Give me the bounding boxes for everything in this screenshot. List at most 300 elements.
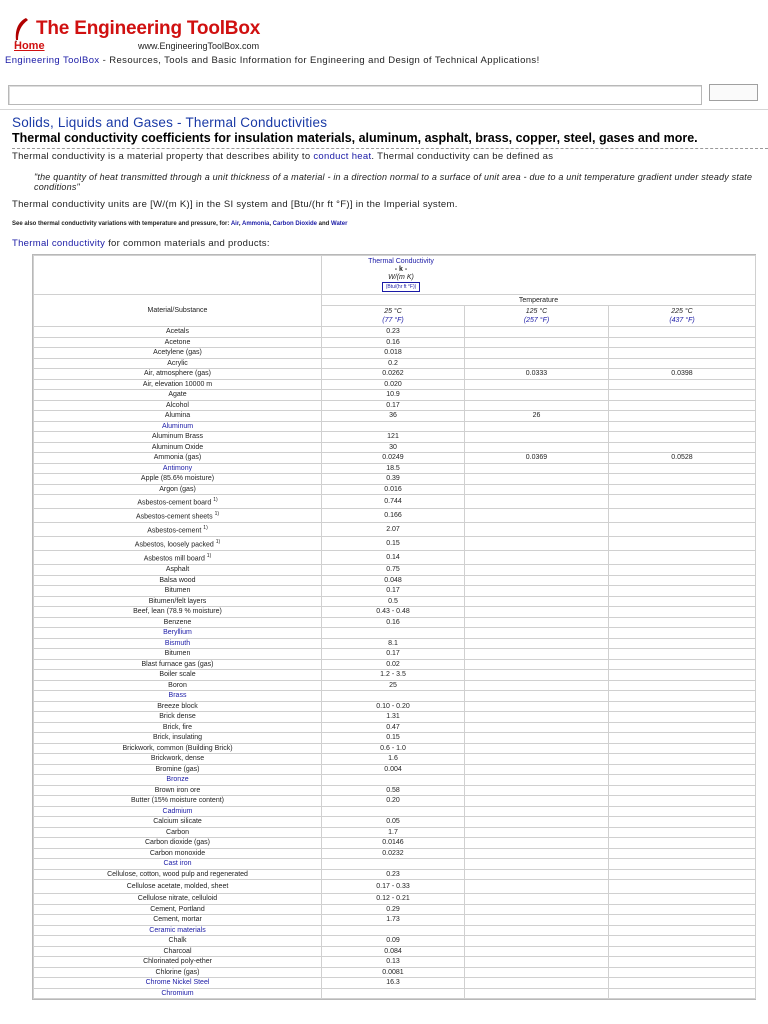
conductivity-value	[465, 957, 609, 968]
logo-url: www.EngineeringToolBox.com	[138, 41, 260, 51]
page-title: Solids, Liquids and Gases - Thermal Conductivities	[12, 115, 328, 130]
conductivity-value	[609, 915, 756, 926]
material-name	[34, 411, 322, 422]
material-link[interactable]	[34, 775, 322, 786]
material-name	[34, 509, 322, 523]
conductivity-value	[322, 988, 465, 999]
material-text: Ammonia (gas)	[153, 454, 202, 462]
table-row	[34, 848, 756, 859]
conductivity-value: 30	[322, 442, 465, 453]
conductivity-value	[465, 880, 609, 894]
table-row	[34, 978, 756, 989]
conductivity-value: 0.29	[322, 904, 465, 915]
material-name	[34, 670, 322, 681]
table-row	[34, 701, 756, 712]
conductivity-value	[609, 796, 756, 807]
material-text: Asbestos, loosely packed	[134, 541, 214, 549]
temp-col-225	[609, 306, 756, 327]
conductivity-value	[609, 806, 756, 817]
conductivity-value	[609, 628, 756, 639]
tagline-brand-link[interactable]: Engineering ToolBox	[5, 55, 100, 66]
table-row	[34, 680, 756, 691]
material-name	[34, 957, 322, 968]
table-row	[34, 796, 756, 807]
conductivity-value: 1.73	[322, 915, 465, 926]
see-also-co2-link[interactable]: Carbon Dioxide	[272, 221, 318, 227]
conductivity-value: 0.15	[322, 537, 465, 551]
material-name	[34, 712, 322, 723]
material-text: Brickwork, dense	[150, 755, 205, 763]
conductivity-value: 0.0232	[322, 848, 465, 859]
conductivity-value	[609, 957, 756, 968]
conductivity-value	[609, 925, 756, 936]
conductivity-value	[609, 775, 756, 786]
material-name	[34, 649, 322, 660]
conductivity-value	[465, 894, 609, 905]
conductivity-value	[465, 596, 609, 607]
conductivity-value	[609, 358, 756, 369]
material-text: Carbon dioxide (gas)	[145, 839, 210, 847]
material-name	[34, 596, 322, 607]
temp-f: (437 °F)	[669, 317, 695, 324]
conductivity-value	[465, 827, 609, 838]
material-name	[34, 337, 322, 348]
table-row	[34, 827, 756, 838]
thermal-conductivity-link[interactable]: Thermal conductivity	[12, 238, 106, 249]
material-text: Bitumen	[164, 587, 191, 595]
table-row	[34, 691, 756, 702]
conductivity-value	[465, 915, 609, 926]
table-row	[34, 565, 756, 576]
conductivity-value	[609, 827, 756, 838]
conductivity-value	[465, 946, 609, 957]
conductivity-value	[609, 596, 756, 607]
table-row	[34, 586, 756, 597]
conductivity-value: 0.166	[322, 509, 465, 523]
conductivity-value: 0.0081	[322, 967, 465, 978]
conductivity-value	[609, 946, 756, 957]
conductivity-value	[465, 638, 609, 649]
conductivity-value	[465, 817, 609, 828]
conductivity-value	[465, 712, 609, 723]
material-name	[34, 442, 322, 453]
table-body	[34, 327, 756, 999]
material-link[interactable]	[34, 421, 322, 432]
material-text: Antimony	[162, 464, 193, 472]
material-text: Boron	[168, 681, 187, 689]
footnote-ref: 1)	[206, 552, 212, 559]
conductivity-value	[465, 523, 609, 537]
material-name	[34, 495, 322, 509]
material-text: Asbestos mill board	[143, 555, 205, 563]
conductivity-value	[465, 859, 609, 870]
conductivity-value: 0.0333	[465, 369, 609, 380]
material-text: Alumina	[164, 412, 191, 420]
table-intro-text: for common materials and products:	[105, 238, 270, 249]
material-name	[34, 659, 322, 670]
conductivity-value	[609, 722, 756, 733]
conductivity-value	[465, 659, 609, 670]
conductivity-value	[609, 421, 756, 432]
home-link[interactable]: Home	[14, 40, 45, 52]
conductivity-value: 25	[322, 680, 465, 691]
conductivity-value	[465, 358, 609, 369]
conductivity-value: 0.0249	[322, 453, 465, 464]
temp-col-125	[465, 306, 609, 327]
see-also-ammonia-link[interactable]: Ammonia	[241, 221, 270, 227]
conductivity-value	[465, 848, 609, 859]
conductivity-value	[322, 925, 465, 936]
footnote-ref: 1)	[214, 510, 220, 517]
table-row	[34, 358, 756, 369]
header-main: Thermal Conductivity	[368, 258, 434, 265]
material-link[interactable]	[34, 628, 322, 639]
see-also-air-link[interactable]: Air	[230, 221, 239, 227]
material-text: Argon (gas)	[159, 485, 196, 493]
table-row	[34, 859, 756, 870]
conductivity-value: 0.20	[322, 796, 465, 807]
material-text: Acetylene (gas)	[153, 349, 202, 357]
material-text: Chrome Nickel Steel	[145, 979, 210, 987]
material-text: Chalk	[168, 937, 187, 945]
table-row	[34, 495, 756, 509]
conductivity-value	[609, 691, 756, 702]
conductivity-value: 8.1	[322, 638, 465, 649]
header-conductivity	[322, 256, 756, 295]
material-text: Brick, insulating	[152, 734, 203, 742]
conductivity-value	[322, 628, 465, 639]
table-row	[34, 806, 756, 817]
header-k: - k -	[394, 266, 408, 273]
conductivity-value	[322, 775, 465, 786]
conductivity-value	[465, 680, 609, 691]
col-material: Material/Substance	[34, 295, 322, 327]
conductivity-value	[609, 754, 756, 765]
material-name	[34, 894, 322, 905]
header-unit: W/(m K)	[388, 274, 414, 281]
material-link[interactable]	[34, 925, 322, 936]
conductivity-value	[609, 712, 756, 723]
table-row	[34, 379, 756, 390]
material-text: Blast furnace gas (gas)	[141, 660, 214, 668]
conductivity-value	[465, 701, 609, 712]
table-row	[34, 712, 756, 723]
divider	[0, 109, 768, 110]
conductivity-value	[465, 400, 609, 411]
material-text: Cement, mortar	[153, 916, 202, 924]
material-text: Brass	[168, 692, 187, 700]
conductivity-value: 2.07	[322, 523, 465, 537]
footnote-ref: 1)	[213, 496, 218, 503]
conduct-heat-link[interactable]: conduct heat	[313, 151, 372, 162]
conductivity-value: 0.23	[322, 869, 465, 880]
conductivity-value	[465, 869, 609, 880]
material-name	[34, 400, 322, 411]
header-blank	[34, 256, 322, 295]
material-text: Chromium	[161, 989, 194, 997]
conductivity-value	[465, 978, 609, 989]
material-link[interactable]	[34, 859, 322, 870]
conductivity-table-wrap	[32, 254, 756, 1000]
conductivity-value	[609, 869, 756, 880]
table-row	[34, 722, 756, 733]
col-temperature: Temperature	[322, 295, 756, 306]
material-name	[34, 915, 322, 926]
table-row	[34, 936, 756, 947]
conductivity-value: 0.14	[322, 551, 465, 565]
conductivity-value	[465, 390, 609, 401]
conductivity-value: 0.13	[322, 957, 465, 968]
table-row	[34, 904, 756, 915]
conductivity-value	[609, 764, 756, 775]
table-row	[34, 369, 756, 380]
material-text: Acrylic	[167, 359, 188, 367]
conductivity-value	[609, 565, 756, 576]
material-text: Bitumen/felt layers	[148, 597, 207, 605]
logo-title: The Engineering ToolBox	[36, 18, 261, 39]
table-row	[34, 838, 756, 849]
material-text: Cellulose nitrate, celluloid	[137, 895, 218, 903]
conductivity-value: 0.0528	[609, 453, 756, 464]
conductivity-value	[465, 327, 609, 338]
conductivity-value	[609, 474, 756, 485]
search-button[interactable]	[709, 84, 758, 101]
material-link[interactable]	[34, 691, 322, 702]
conductivity-value	[609, 411, 756, 422]
conductivity-value	[609, 463, 756, 474]
table-row	[34, 659, 756, 670]
conductivity-value	[609, 785, 756, 796]
conductivity-value	[465, 925, 609, 936]
table-row	[34, 523, 756, 537]
conductivity-value: 0.004	[322, 764, 465, 775]
temp-c: 225 °C	[671, 308, 693, 315]
conductivity-value	[609, 659, 756, 670]
table-row	[34, 946, 756, 957]
conductivity-value	[609, 638, 756, 649]
material-name	[34, 523, 322, 537]
table-row	[34, 915, 756, 926]
table-row	[34, 638, 756, 649]
conductivity-value	[609, 743, 756, 754]
table-row	[34, 988, 756, 999]
material-text: Acetone	[164, 338, 191, 346]
conductivity-value	[465, 421, 609, 432]
conductivity-value	[609, 551, 756, 565]
material-name	[34, 565, 322, 576]
conductivity-value	[609, 859, 756, 870]
conductivity-value	[465, 775, 609, 786]
conductivity-value	[465, 796, 609, 807]
table-row	[34, 421, 756, 432]
table-row	[34, 754, 756, 765]
material-text: Aluminum Oxide	[151, 443, 204, 451]
temp-f: (77 °F)	[382, 317, 404, 324]
conductivity-value: 0.2	[322, 358, 465, 369]
material-text: Butter (15% moisture content)	[131, 797, 224, 805]
material-text: Aluminum	[161, 422, 194, 430]
see-also: See also thermal conductivity variations with temperature and pressure, for: Air, Ammonia, Carbon Dioxide and Water	[12, 221, 348, 227]
conductivity-value: 1.7	[322, 827, 465, 838]
conductivity-value	[609, 575, 756, 586]
material-text: Apple (85.6% moisture)	[140, 475, 215, 483]
material-name	[34, 785, 322, 796]
material-name	[34, 754, 322, 765]
table-row	[34, 607, 756, 618]
material-name	[34, 484, 322, 495]
conductivity-value: 0.016	[322, 484, 465, 495]
material-text: Cast iron	[163, 860, 192, 868]
conductivity-value	[465, 348, 609, 359]
conductivity-value: 0.6 - 1.0	[322, 743, 465, 754]
footnote-ref: 1)	[215, 538, 221, 545]
table-row	[34, 670, 756, 681]
conductivity-value	[465, 442, 609, 453]
conductivity-value: 36	[322, 411, 465, 422]
conductivity-value	[465, 764, 609, 775]
material-text: Asbestos-cement	[147, 527, 202, 535]
conductivity-value: 0.0262	[322, 369, 465, 380]
material-text: Carbon	[166, 828, 189, 836]
conductivity-value	[609, 337, 756, 348]
conductivity-value	[465, 537, 609, 551]
conductivity-value: 0.17	[322, 649, 465, 660]
conductivity-value	[465, 586, 609, 597]
material-text: Carbon monoxide	[149, 849, 206, 857]
conductivity-value: 0.47	[322, 722, 465, 733]
material-text: Asbestos-cement sheets	[135, 513, 213, 521]
conductivity-value	[465, 670, 609, 681]
conductivity-value: 0.05	[322, 817, 465, 828]
material-text: Bitumen	[164, 650, 191, 658]
material-text: Breeze block	[157, 702, 198, 710]
conductivity-value	[465, 806, 609, 817]
conductivity-value	[609, 348, 756, 359]
table-row	[34, 327, 756, 338]
conductivity-value: 0.39	[322, 474, 465, 485]
material-text: Cellulose, cotton, wood pulp and regenerated	[107, 870, 248, 878]
intro-text-b: . Thermal conductivity can be defined as	[371, 151, 554, 162]
table-row	[34, 551, 756, 565]
material-text: Asbestos-cement board	[137, 499, 212, 507]
material-text: Alcohol	[166, 401, 189, 409]
material-name	[34, 348, 322, 359]
unit-toggle-button[interactable]: (Btu/(hr ft °F))	[382, 282, 421, 292]
table-row	[34, 869, 756, 880]
material-name	[34, 327, 322, 338]
conductivity-value	[465, 617, 609, 628]
table-row	[34, 390, 756, 401]
conductivity-value	[609, 838, 756, 849]
conductivity-value: 0.75	[322, 565, 465, 576]
conductivity-value	[465, 575, 609, 586]
table-row	[34, 967, 756, 978]
conductivity-value	[609, 978, 756, 989]
material-text: Brick, fire	[162, 723, 193, 731]
material-text: Chlorinated poly-ether	[143, 958, 212, 966]
material-text: Bromine (gas)	[155, 765, 200, 773]
material-link[interactable]	[34, 463, 322, 474]
material-name	[34, 358, 322, 369]
see-also-and: and	[317, 221, 332, 227]
see-also-water-link[interactable]: Water	[331, 221, 348, 227]
conductivity-value: 0.12 - 0.21	[322, 894, 465, 905]
material-text: Brick dense	[159, 713, 196, 721]
material-text: Bismuth	[164, 639, 191, 647]
material-name	[34, 369, 322, 380]
logo[interactable]	[6, 18, 266, 56]
material-text: Bronze	[166, 776, 189, 784]
material-name	[34, 817, 322, 828]
material-name	[34, 474, 322, 485]
conductivity-value	[609, 432, 756, 443]
search-input[interactable]	[8, 85, 702, 105]
table-row	[34, 537, 756, 551]
conductivity-value	[465, 967, 609, 978]
conductivity-value: 0.020	[322, 379, 465, 390]
material-name	[34, 390, 322, 401]
material-name	[34, 453, 322, 464]
material-text: Cement, Portland	[150, 905, 205, 913]
conductivity-value: 0.048	[322, 575, 465, 586]
conductivity-value	[609, 400, 756, 411]
table-row	[34, 880, 756, 894]
material-name	[34, 880, 322, 894]
conductivity-value: 0.17 - 0.33	[322, 880, 465, 894]
temp-c: 25 °C	[384, 308, 402, 315]
conductivity-value	[465, 649, 609, 660]
conductivity-value	[322, 691, 465, 702]
conductivity-value	[465, 474, 609, 485]
material-text: Air, elevation 10000 m	[142, 380, 213, 388]
material-link[interactable]	[34, 988, 322, 999]
material-text: Cadmium	[162, 807, 193, 815]
conductivity-value: 16.3	[322, 978, 465, 989]
material-text: Calcium silicate	[153, 818, 202, 826]
conductivity-value: 0.58	[322, 785, 465, 796]
material-link[interactable]	[34, 638, 322, 649]
conductivity-value	[609, 670, 756, 681]
table-row	[34, 925, 756, 936]
material-name	[34, 379, 322, 390]
conductivity-value	[609, 988, 756, 999]
material-text: Chlorine (gas)	[155, 968, 200, 976]
material-name	[34, 586, 322, 597]
material-link[interactable]	[34, 978, 322, 989]
table-row	[34, 817, 756, 828]
conductivity-value	[322, 806, 465, 817]
material-name	[34, 701, 322, 712]
conductivity-value	[465, 565, 609, 576]
table-row	[34, 649, 756, 660]
conductivity-value	[465, 463, 609, 474]
conductivity-value	[465, 484, 609, 495]
conductivity-value	[609, 680, 756, 691]
table-row	[34, 733, 756, 744]
material-name	[34, 936, 322, 947]
material-name	[34, 796, 322, 807]
table-row	[34, 474, 756, 485]
conductivity-value	[609, 586, 756, 597]
conductivity-value	[609, 484, 756, 495]
conductivity-value	[609, 733, 756, 744]
table-row	[34, 411, 756, 422]
conductivity-value: 0.16	[322, 617, 465, 628]
material-link[interactable]	[34, 806, 322, 817]
temp-c: 125 °C	[525, 308, 548, 315]
material-name	[34, 848, 322, 859]
conductivity-value	[465, 432, 609, 443]
